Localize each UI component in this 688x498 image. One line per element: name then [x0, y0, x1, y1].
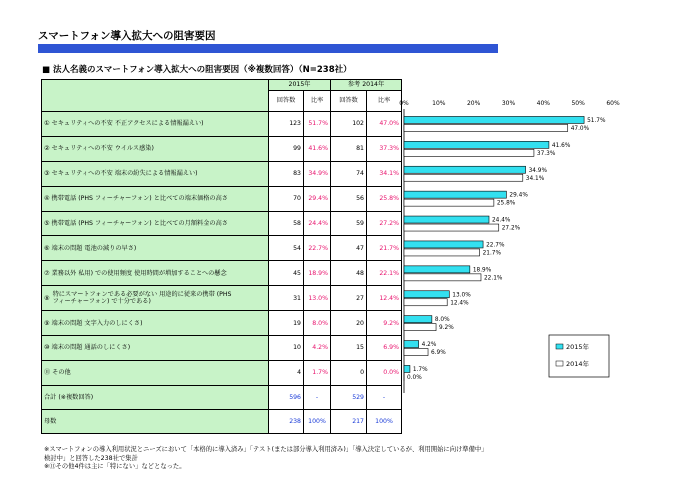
row-label: ① セキュリティへの不安 不正アクセスによる情報漏えい) — [42, 112, 269, 137]
ratio-2014-cell: 27.2% — [367, 211, 402, 236]
count-2015-cell: 99 — [269, 136, 304, 161]
footnote-2: 検討中」と回答した238社で集計 — [44, 454, 138, 462]
bar-2014 — [404, 224, 499, 231]
bar-2015 — [404, 291, 449, 298]
bar-2015 — [404, 141, 549, 148]
bar-label-2014: 34.1% — [525, 175, 545, 182]
header-2015: 2015年 — [269, 80, 331, 91]
x-tick-label: 20% — [466, 100, 481, 107]
bar-label-2015: 8.0% — [434, 317, 450, 324]
row-label: ⑨ 端末の問題 文字入力のしにくさ) — [42, 311, 269, 336]
legend-swatch-2014 — [556, 361, 563, 366]
row-label: ⑪ その他 — [42, 360, 269, 385]
count-2014-cell: 48 — [331, 261, 367, 286]
legend-swatch-2015 — [556, 344, 563, 349]
ratio-2015-cell: 13.0% — [304, 286, 331, 311]
chart-legend — [549, 335, 609, 377]
total-row-count-2015: 596 — [269, 385, 304, 409]
row-label: ⑩ 端末の問題 通話のしにくさ) — [42, 336, 269, 361]
bar-label-2015: 22.7% — [486, 242, 505, 249]
count-2015-cell: 54 — [269, 236, 304, 261]
bar-label-2015: 1.7% — [412, 366, 428, 373]
x-tick-label: 50% — [571, 100, 585, 107]
bar-2014 — [404, 249, 480, 256]
count-2014-cell: 102 — [331, 112, 367, 137]
bar-2015 — [404, 116, 584, 123]
legend-label-2014: 2014年 — [566, 360, 590, 368]
row-label: ④ 携帯電話 (PHS フィーチャーフォン) と比べての端末価格の高さ — [42, 186, 269, 211]
ratio-2014-cell: 9.2% — [367, 311, 402, 336]
total-row-label: 合計 (※複数回答) — [42, 385, 269, 409]
ratio-2014-cell: 0.0% — [367, 360, 402, 385]
total-row-count-2014: 529 — [331, 385, 367, 409]
bar-label-2014: 6.9% — [431, 350, 446, 357]
row-label-line: フィーチャーフォン) で十分である) — [52, 298, 151, 306]
count-2014-cell: 74 — [331, 161, 367, 186]
bar-label-2015: 29.4% — [509, 192, 528, 199]
bar-label-2014: 22.1% — [483, 275, 503, 282]
row-label: ⑦ 業務以外 私用) での使用頻度 使用時間が増加することへの懸念 — [42, 261, 269, 286]
ratio-2015-cell: 51.7% — [304, 112, 331, 137]
bar-2015 — [404, 266, 470, 273]
ratio-2015-cell: 4.2% — [304, 336, 331, 361]
base-row-count-2015: 238 — [269, 409, 304, 433]
bar-label-2014: 47.0% — [570, 125, 590, 132]
count-2014-cell: 59 — [331, 211, 367, 236]
col-count-2014: 回答数 — [331, 91, 367, 112]
bar-label-2015: 13.0% — [452, 292, 471, 299]
count-2015-cell: 45 — [269, 261, 304, 286]
base-row-count-2014: 217 — [331, 409, 367, 433]
bar-label-2014: 27.2% — [501, 225, 521, 232]
bar-label-2015: 4.2% — [421, 342, 437, 349]
count-2014-cell: 15 — [331, 336, 367, 361]
legend-box — [549, 335, 609, 377]
row-label-line: 特にスマートフォンである必要がない 用途的に従来の携帯 (PHS — [52, 291, 232, 299]
bar-label-2014: 25.8% — [496, 200, 516, 207]
row-label-number: ⑧ — [44, 294, 50, 302]
bar-label-2014: 0.0% — [407, 374, 422, 381]
ratio-2014-cell: 25.8% — [367, 186, 402, 211]
bar-label-2015: 51.7% — [587, 117, 606, 124]
ratio-2014-cell: 47.0% — [367, 112, 402, 137]
base-row-label: 母数 — [42, 409, 269, 433]
ratio-2014-cell: 37.3% — [367, 136, 402, 161]
count-2015-cell: 70 — [269, 186, 304, 211]
col-ratio-2015: 比率 — [304, 91, 331, 112]
bar-2015 — [404, 316, 432, 323]
x-tick-label: 60% — [606, 100, 620, 107]
bar-label-2015: 34.9% — [528, 167, 547, 174]
x-tick-label: 10% — [432, 100, 446, 107]
bar-label-2014: 9.2% — [439, 325, 454, 332]
bar-2015 — [404, 191, 506, 198]
bar-2014 — [404, 349, 428, 356]
count-2014-cell: 81 — [331, 136, 367, 161]
count-2015-cell: 123 — [269, 112, 304, 137]
count-2015-cell: 83 — [269, 161, 304, 186]
bar-label-2015: 18.9% — [472, 267, 492, 274]
ratio-2014-cell: 34.1% — [367, 161, 402, 186]
x-tick-label: 40% — [536, 100, 551, 107]
count-2014-cell: 47 — [331, 236, 367, 261]
count-2014-cell: 0 — [331, 360, 367, 385]
ratio-2014-cell: 22.1% — [367, 261, 402, 286]
bar-label-2014: 37.3% — [536, 150, 556, 157]
footnote-3: ※⑪その他4件は主に「特にない」などとなった。 — [44, 463, 186, 471]
legend-label-2015: 2015年 — [566, 343, 590, 351]
bar-2014 — [404, 124, 568, 131]
bar-label-2015: 24.4% — [491, 217, 511, 224]
count-2015-cell: 4 — [269, 360, 304, 385]
row-label: ⑥ 端末の問題 電池の減りの早さ) — [42, 236, 269, 261]
ratio-2015-cell: 1.7% — [304, 360, 331, 385]
page-title: スマートフォン導入拡大への阻害要因 — [38, 30, 216, 42]
count-2014-cell: 56 — [331, 186, 367, 211]
base-row-ratio-2014: 100% — [367, 409, 402, 433]
bar-2014 — [404, 174, 523, 181]
count-2014-cell: 27 — [331, 286, 367, 311]
ratio-2015-cell: 34.9% — [304, 161, 331, 186]
ratio-2015-cell: 8.0% — [304, 311, 331, 336]
count-2015-cell: 58 — [269, 211, 304, 236]
bar-2015 — [404, 241, 483, 248]
row-label: ⑤ 携帯電話 (PHS フィーチャーフォン) と比べての月額料金の高さ — [42, 211, 269, 236]
count-2015-cell: 31 — [269, 286, 304, 311]
col-ratio-2014: 比率 — [367, 91, 402, 112]
bar-2015 — [404, 365, 410, 372]
x-tick-label: 0% — [399, 100, 409, 107]
base-row-ratio-2015: 100% — [304, 409, 331, 433]
bar-2014 — [404, 274, 481, 281]
total-row-ratio-2014: - — [367, 385, 402, 409]
bar-label-2014: 12.4% — [450, 300, 469, 307]
ratio-2014-cell: 21.7% — [367, 236, 402, 261]
count-2015-cell: 19 — [269, 311, 304, 336]
ratio-2015-cell: 24.4% — [304, 211, 331, 236]
ratio-2014-cell: 6.9% — [367, 336, 402, 361]
ratio-2015-cell: 41.6% — [304, 136, 331, 161]
total-row-ratio-2015: - — [304, 385, 331, 409]
footnotes — [44, 446, 487, 472]
bar-label-2014: 21.7% — [482, 250, 502, 257]
bar-2014 — [404, 149, 534, 156]
bar-label-2015: 41.6% — [551, 142, 571, 149]
bar-2015 — [404, 341, 419, 348]
footnote-1: ※スマートフォンの導入利用状況とニーズにおいて「本格的に導入済み」「テスト(または部分導入利用済み)」「導入決定しているが、利用開始に向け準備中」 — [44, 446, 488, 453]
header-2014: 参考 2014年 — [331, 80, 402, 91]
count-2015-cell: 10 — [269, 336, 304, 361]
bar-2015 — [404, 216, 489, 223]
bar-2014 — [404, 199, 494, 206]
bar-2015 — [404, 166, 526, 173]
col-count-2015: 回答数 — [269, 91, 304, 112]
ratio-2015-cell: 29.4% — [304, 186, 331, 211]
ratio-2015-cell: 22.7% — [304, 236, 331, 261]
section-title: ■ 法人名義のスマートフォン導入拡大への阻害要因（※複数回答）（N=238社） — [42, 65, 352, 75]
count-2014-cell: 20 — [331, 311, 367, 336]
row-label: ③ セキュリティへの不安 端末の紛失による情報漏えい) — [42, 161, 269, 186]
bar-2014 — [404, 299, 447, 306]
bar-2014 — [404, 324, 436, 331]
ratio-2014-cell: 12.4% — [367, 286, 402, 311]
row-label: ② セキュリティへの不安 ウイルス感染) — [42, 136, 269, 161]
x-tick-label: 30% — [501, 100, 516, 107]
ratio-2015-cell: 18.9% — [304, 261, 331, 286]
